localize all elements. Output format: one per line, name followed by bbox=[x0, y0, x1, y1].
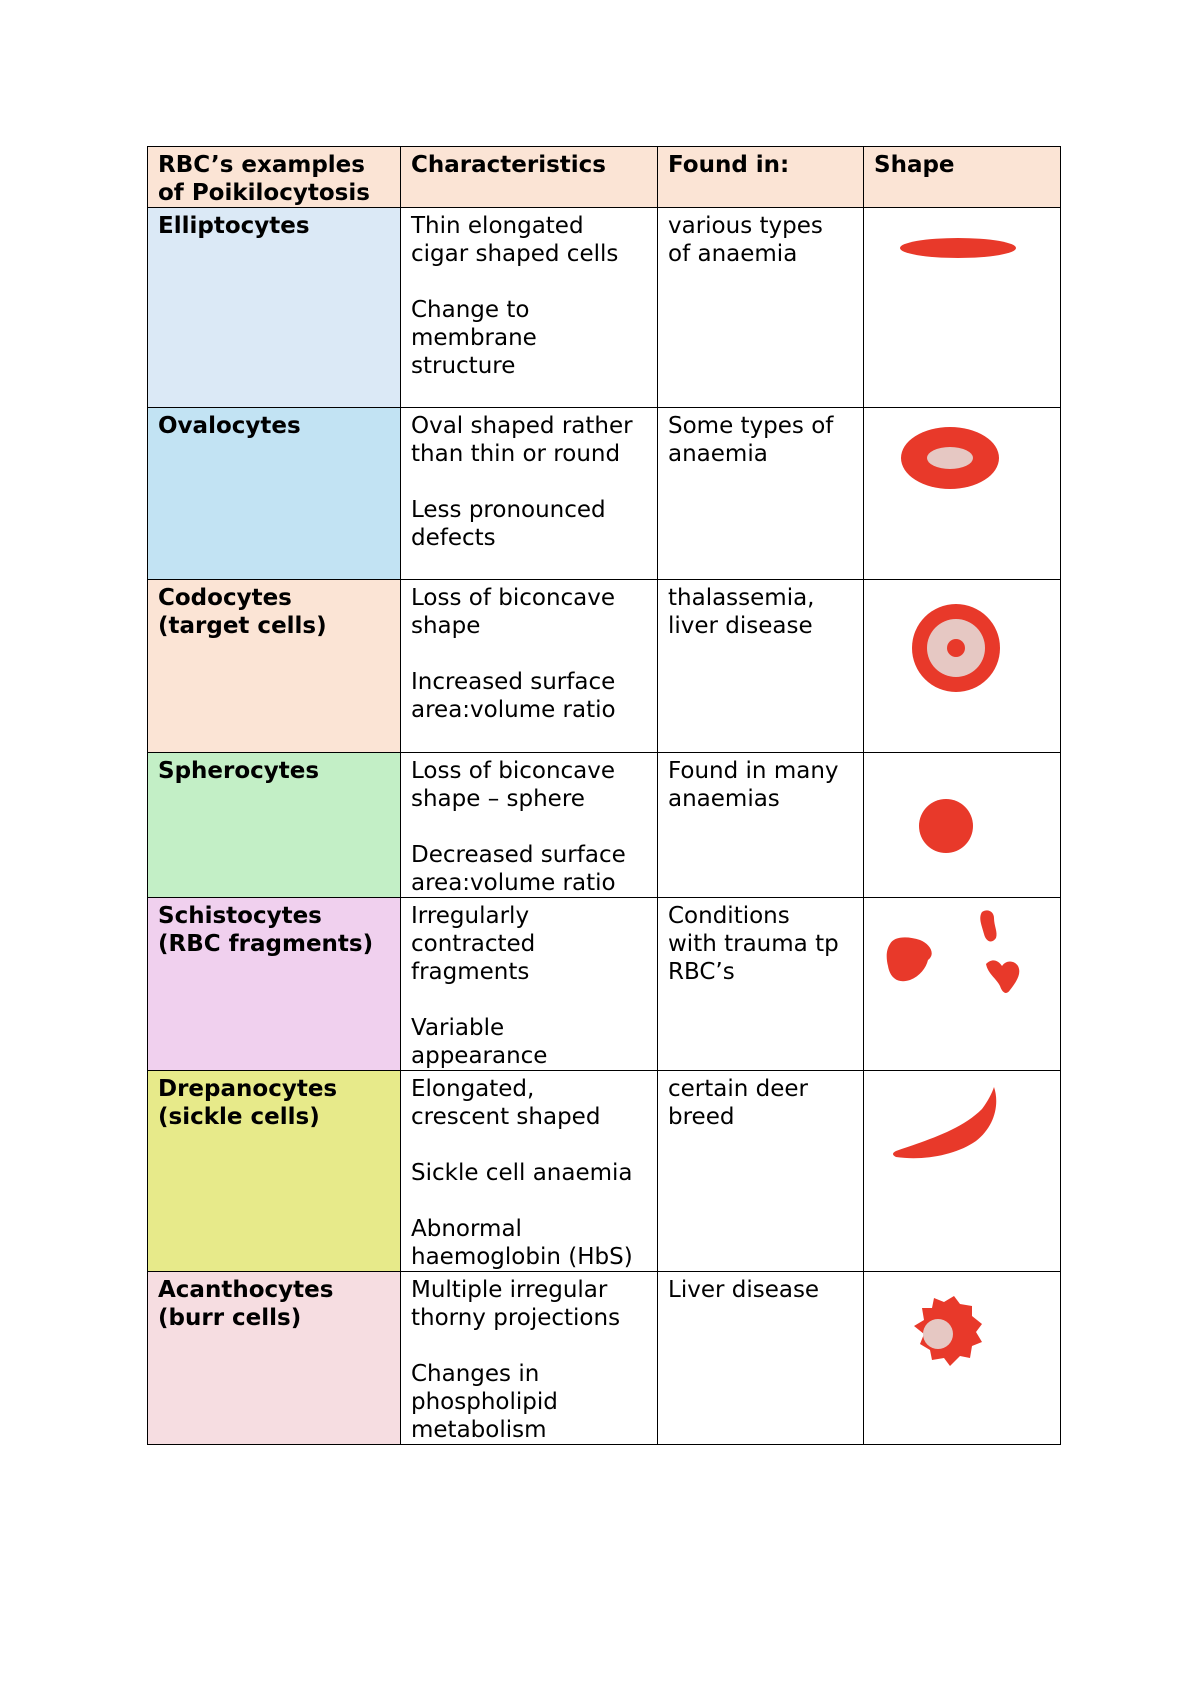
elliptocyte-shape-icon bbox=[864, 208, 1061, 408]
cell-characteristics bbox=[401, 753, 658, 898]
cell-found-in-text: Found in many anaemias bbox=[668, 758, 839, 812]
cell-type-name-text: Drepanocytes (sickle cells) bbox=[158, 1076, 338, 1130]
cell-found-in bbox=[658, 580, 864, 753]
cell-type-name bbox=[148, 580, 401, 753]
cell-shape bbox=[864, 208, 1061, 408]
table-row bbox=[148, 1071, 1061, 1272]
table-row bbox=[148, 208, 1061, 408]
cell-type-name bbox=[148, 208, 401, 408]
cell-type-name bbox=[148, 1272, 401, 1445]
cell-found-in bbox=[658, 1272, 864, 1445]
drepanocyte-shape-icon bbox=[864, 1071, 1061, 1272]
cell-found-in bbox=[658, 753, 864, 898]
header-shape: Shape bbox=[874, 152, 955, 178]
cell-characteristics bbox=[401, 1071, 658, 1272]
cell-type-name-text: Acanthocytes (burr cells) bbox=[158, 1277, 334, 1331]
header-examples-cell bbox=[148, 147, 401, 208]
ovalocyte-shape-icon bbox=[864, 408, 1061, 580]
table-row bbox=[148, 580, 1061, 753]
codocyte-shape-icon bbox=[864, 580, 1061, 753]
cell-found-in-text: Some types of anaemia bbox=[668, 413, 834, 467]
header-characteristics: Characteristics bbox=[411, 152, 606, 178]
cell-characteristics bbox=[401, 580, 658, 753]
acanthocyte-shape-icon bbox=[864, 1272, 1061, 1444]
header-characteristics-cell bbox=[401, 147, 658, 208]
cell-shape bbox=[864, 580, 1061, 753]
cell-shape bbox=[864, 753, 1061, 898]
cell-characteristics-text: Irregularly contracted fragments Variable appearance bbox=[411, 903, 548, 1069]
cell-characteristics-text: Oval shaped rather than thin or round Less pronounced defects bbox=[411, 413, 633, 551]
cell-type-name bbox=[148, 898, 401, 1071]
poikilocytosis-table bbox=[147, 146, 1061, 1445]
schistocyte-shape-icon bbox=[864, 898, 1061, 1070]
cell-shape bbox=[864, 1071, 1061, 1272]
header-shape-cell bbox=[864, 147, 1061, 208]
cell-shape bbox=[864, 1272, 1061, 1445]
cell-type-name bbox=[148, 1071, 401, 1272]
cell-type-name-text: Schistocytes (RBC fragments) bbox=[158, 903, 374, 957]
cell-found-in-text: Conditions with trauma tp RBC’s bbox=[668, 903, 839, 985]
cell-found-in-text: Liver disease bbox=[668, 1277, 820, 1303]
cell-found-in bbox=[658, 408, 864, 580]
cell-shape bbox=[864, 408, 1061, 580]
table-header-row bbox=[148, 147, 1061, 208]
cell-type-name-text: Codocytes (target cells) bbox=[158, 585, 327, 639]
cell-characteristics-text: Loss of biconcave shape – sphere Decreased surface area:volume ratio bbox=[411, 758, 626, 896]
header-found-in-cell bbox=[658, 147, 864, 208]
table-row bbox=[148, 1272, 1061, 1445]
cell-found-in bbox=[658, 1071, 864, 1272]
cell-found-in-text: thalassemia, liver disease bbox=[668, 585, 815, 639]
cell-characteristics-text: Loss of biconcave shape Increased surface area:volume ratio bbox=[411, 585, 616, 723]
cell-characteristics-text: Thin elongated cigar shaped cells Change to membrane structure bbox=[411, 213, 619, 379]
cell-characteristics-text: Multiple irregular thorny projections Changes in phospholipid metabolism bbox=[411, 1277, 621, 1443]
cell-type-name-text: Spherocytes bbox=[158, 758, 320, 784]
cell-characteristics bbox=[401, 898, 658, 1071]
cell-found-in bbox=[658, 208, 864, 408]
table-row bbox=[148, 898, 1061, 1071]
cell-characteristics bbox=[401, 1272, 658, 1445]
cell-characteristics bbox=[401, 208, 658, 408]
spherocyte-shape-icon bbox=[864, 753, 1061, 896]
cell-type-name-text: Elliptocytes bbox=[158, 213, 310, 239]
cell-characteristics-text: Elongated, crescent shaped Sickle cell anaemia Abnormal haemoglobin (HbS) bbox=[411, 1076, 633, 1270]
cell-characteristics bbox=[401, 408, 658, 580]
cell-type-name-text: Ovalocytes bbox=[158, 413, 301, 439]
cell-type-name bbox=[148, 753, 401, 898]
cell-type-name bbox=[148, 408, 401, 580]
cell-found-in-text: certain deer breed bbox=[668, 1076, 808, 1130]
cell-shape bbox=[864, 898, 1061, 1071]
header-found-in: Found in: bbox=[668, 152, 790, 178]
table-row bbox=[148, 753, 1061, 898]
table-row bbox=[148, 408, 1061, 580]
cell-found-in-text: various types of anaemia bbox=[668, 213, 823, 267]
header-examples: RBC’s examples of Poikilocytosis bbox=[158, 152, 370, 206]
cell-found-in bbox=[658, 898, 864, 1071]
